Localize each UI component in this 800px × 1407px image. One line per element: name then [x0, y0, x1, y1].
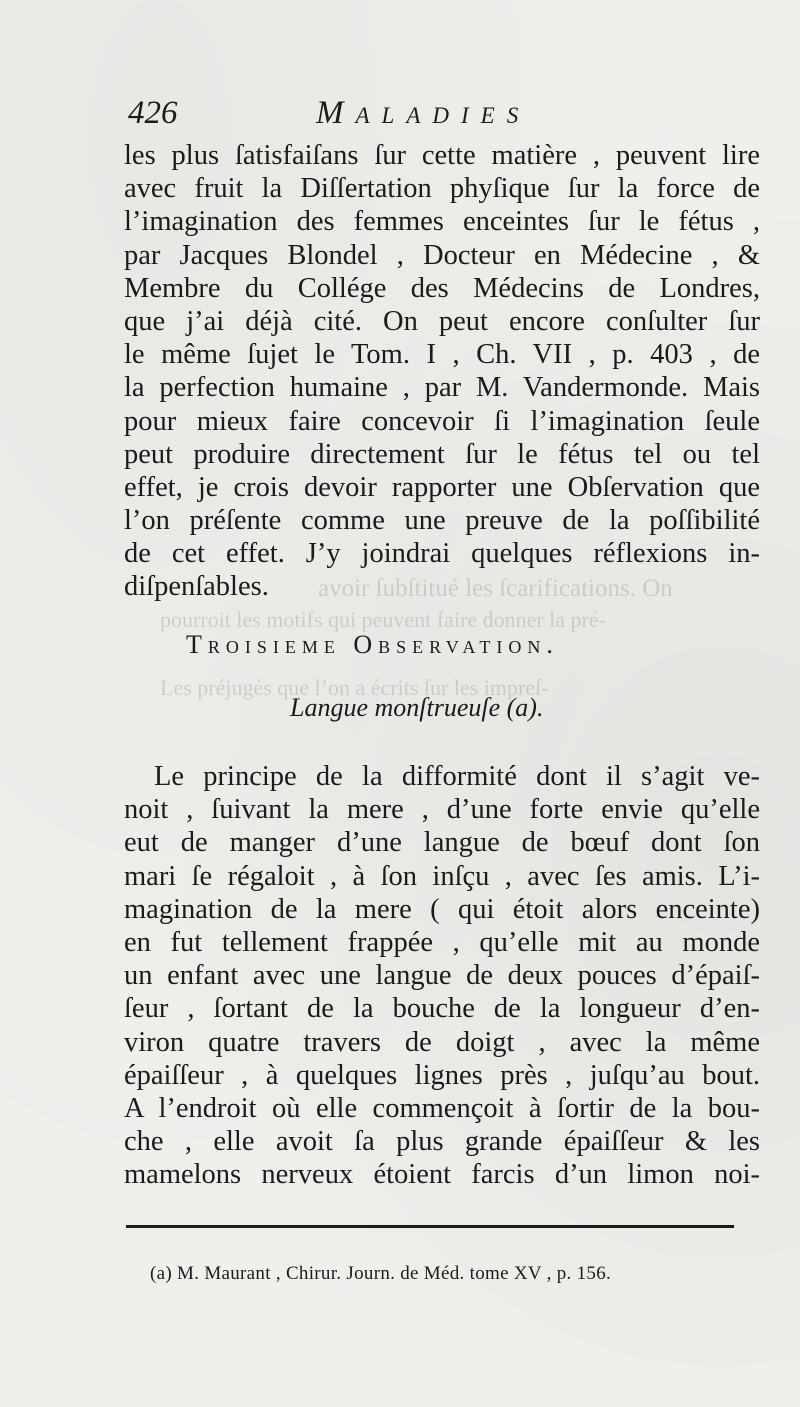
- bleed-through-line: avoir ſubſtitué les ſcarifications. On: [318, 575, 673, 602]
- text-line: de cet effet. J’y joindrai quelques réflexions in-: [124, 538, 760, 570]
- text-line: la perfection humaine , par M. Vandermonde. Mais: [124, 372, 760, 404]
- section-title: Troisieme Observation.: [186, 630, 559, 659]
- text-line: par Jacques Blondel , Docteur en Médecine , &: [124, 239, 760, 271]
- text-line: l’on préſente comme une preuve de la poſſibilité: [124, 505, 760, 537]
- bleed-through-line: Les préjugés que l’on a écrits ſur les impreſ-: [160, 675, 549, 700]
- text-line: effet, je crois devoir rapporter une Obſervation que: [124, 471, 760, 503]
- paragraph-2: [124, 760, 760, 1191]
- text-line: avec fruit la Diſſertation phyſique ſur la force de: [124, 173, 760, 205]
- text-line: l’imagination des femmes enceintes ſur le fétus ,: [124, 206, 760, 238]
- text-line: Membre du Collége des Médecins de Londres,: [124, 272, 760, 304]
- text-line: noit , ſuivant la mere , d’une forte envie qu’elle: [124, 794, 760, 826]
- footnote-rule: [126, 1225, 734, 1228]
- text-line: viron quatre travers de doigt , avec la même: [124, 1026, 760, 1058]
- text-line: les plus ſatisfaiſans ſur cette matière , peuvent lire: [124, 140, 760, 171]
- section-subtitle: Langue monſtrueuſe (a).: [290, 693, 544, 722]
- text-line: A l’endroit où elle commençoit à ſortir de la bou-: [124, 1092, 760, 1124]
- footnote: (a) M. Maurant , Chirur. Journ. de Méd. tome XV , p. 156.: [150, 1263, 612, 1284]
- running-title: Maladies: [316, 95, 531, 131]
- text-line: diſpenſables.: [124, 571, 269, 603]
- text-line: pour mieux faire concevoir ſi l’imagination ſeule: [124, 405, 760, 437]
- text-line: eut de manger d’une langue de bœuf dont ſon: [124, 827, 760, 859]
- text-line: mari ſe régaloit , à ſon inſçu , avec ſes amis. L’i-: [124, 860, 760, 892]
- text-line: Le principe de la difformité dont il s’agit ve-: [154, 761, 760, 792]
- text-line: che , elle avoit ſa plus grande épaiſſeur & les: [124, 1126, 760, 1158]
- text-line: ſeur , ſortant de la bouche de la longueur d’en-: [124, 993, 760, 1025]
- text-line: peut produire directement ſur le fétus tel ou tel: [124, 438, 760, 470]
- page-number: 426: [128, 95, 178, 131]
- text-line: mamelons nerveux étoient farcis d’un limon noi-: [124, 1159, 760, 1191]
- text-line: épaiſſeur , à quelques lignes près , juſqu’au bout.: [124, 1059, 760, 1091]
- running-header: [128, 95, 598, 139]
- text-line: un enfant avec une langue de deux pouces d’épaiſ-: [124, 960, 760, 992]
- paragraph-1: [124, 139, 760, 604]
- text-line: que j’ai déjà cité. On peut encore conſulter ſur: [124, 305, 760, 337]
- text-line: magination de la mere ( qui étoit alors enceinte): [124, 893, 760, 925]
- text-line: en fut tellement frappée , qu’elle mit au monde: [124, 926, 760, 958]
- text-line: le même ſujet le Tom. I , Ch. VII , p. 403 , de: [124, 339, 760, 371]
- bleed-through-line: pourroit les motifs qui peuvent faire donner la pré-: [160, 607, 606, 632]
